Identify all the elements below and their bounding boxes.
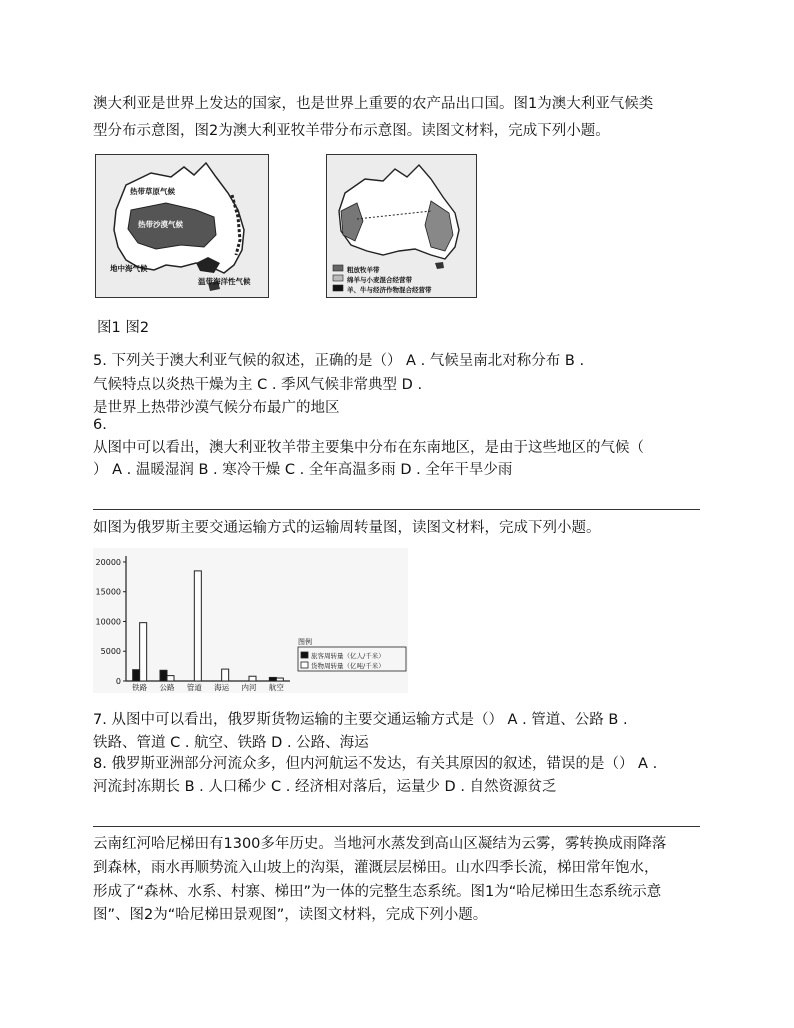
- question-5-line-1: 5. 下列关于澳大利亚气候的叙述，正确的是（） A . 气候呈南北对称分布 B .: [93, 353, 585, 369]
- label-temperate-maritime: 温带海洋性气候: [198, 277, 251, 286]
- figure-2-sheep-belt-map: [326, 154, 477, 298]
- question-8-line-2: 河流封冻期长 B . 人口稀少 C . 经济相对落后，运量少 D . 自然资源贫乏: [93, 779, 557, 795]
- y-tick-label: 20000: [95, 557, 121, 567]
- legend-item-3: 羊、牛与经济作物混合经营带: [347, 286, 432, 294]
- x-tick-label: 铁路: [132, 683, 148, 692]
- intro-line-2: 型分布示意图，图2为澳大利亚牧羊带分布示意图。读图文材料，完成下列小题。: [93, 123, 610, 139]
- section-divider-1: [93, 509, 700, 510]
- x-tick-label: 管道: [186, 683, 202, 692]
- x-tick-label: 内河: [241, 683, 257, 692]
- bar-passenger: [269, 677, 276, 681]
- legend-swatch: [301, 662, 308, 668]
- question-5-line-3: 是世界上热带沙漠气候分布最广的地区: [93, 400, 340, 416]
- chart-svg: [93, 548, 408, 693]
- section-divider-2: [93, 826, 700, 827]
- legend-item-2: 绵羊与小麦混合经营带: [347, 276, 412, 284]
- label-tropical-grassland: 热带草原气候: [130, 187, 175, 196]
- section-3-line-4: 图”、图2为“哈尼梯田景观图”，读图文材料，完成下列小题。: [93, 907, 488, 923]
- question-7-line-1: 7. 从图中可以看出，俄罗斯货物运输的主要交通运输方式是（） A . 管道、公路 B .: [93, 712, 628, 728]
- bar-freight: [194, 571, 201, 681]
- legend-item-1: 粗放牧羊带: [347, 266, 380, 274]
- question-7-line-2: 铁路、管道 C . 航空、铁路 D . 公路、海运: [93, 735, 369, 751]
- x-tick-label: 海运: [214, 683, 230, 692]
- figure-1-climate-map: [95, 154, 269, 298]
- section-2-intro: 如图为俄罗斯主要交通运输方式的运输周转量图，读图文材料，完成下列小题。: [93, 520, 601, 536]
- x-tick-label: 航空: [268, 683, 284, 692]
- section-3-line-3: 形成了“森林、水系、村寨、梯田”为一体的完整生态系统。图1为“哈尼梯田生态系统示意: [93, 884, 662, 900]
- label-mediterranean: 地中海气候: [110, 264, 148, 273]
- legend-label: 旅客周转量（亿人/千米）: [311, 652, 385, 660]
- bar-freight: [167, 676, 174, 681]
- x-tick-label: 公路: [159, 683, 175, 692]
- bar-passenger: [160, 670, 167, 681]
- y-tick-label: 0: [115, 677, 121, 686]
- legend-title: 图例: [298, 638, 312, 646]
- label-tropical-desert: 热带沙漠气候: [138, 220, 183, 229]
- legend-label: 货物周转量（亿吨/千米）: [311, 662, 385, 670]
- section-3-line-2: 到森林，雨水再顺势流入山坡上的沟渠，灌溉层层梯田。山水四季长流，梯田常年饱水，: [93, 860, 659, 876]
- legend-swatch: [301, 652, 308, 658]
- y-tick-label: 15000: [95, 587, 121, 597]
- question-5-line-2: 气候特点以炎热干燥为主 C . 季风气候非常典型 D .: [93, 377, 423, 393]
- y-tick-label: 10000: [95, 617, 121, 627]
- bar-passenger: [133, 670, 140, 681]
- figure-caption: 图1 图2: [97, 320, 150, 336]
- bar-freight: [249, 676, 256, 681]
- y-tick-label: 5000: [100, 647, 121, 657]
- bar-freight: [276, 678, 283, 681]
- question-6-number: 6.: [93, 417, 107, 433]
- intro-line-1: 澳大利亚是世界上发达的国家，也是世界上重要的农产品出口国。图1为澳大利亚气候类: [93, 96, 654, 112]
- russia-transport-chart: [93, 548, 408, 693]
- section-3-line-1: 云南红河哈尼梯田有1300多年历史。当地河水蒸发到高山区凝结为云雾，雾转换成雨降落: [93, 836, 667, 852]
- question-6-line-1: 从图中可以看出，澳大利亚牧羊带主要集中分布在东南地区，是由于这些地区的气候（: [93, 440, 644, 456]
- bar-freight: [222, 669, 229, 681]
- bar-freight: [140, 623, 147, 681]
- question-6-line-2: ） A . 温暖湿润 B . 寒冷干燥 C . 全年高温多雨 D . 全年干旱少雨: [93, 462, 513, 478]
- question-8-line-1: 8. 俄罗斯亚洲部分河流众多，但内河航运不发达，有关其原因的叙述，错误的是（） A .: [93, 756, 658, 772]
